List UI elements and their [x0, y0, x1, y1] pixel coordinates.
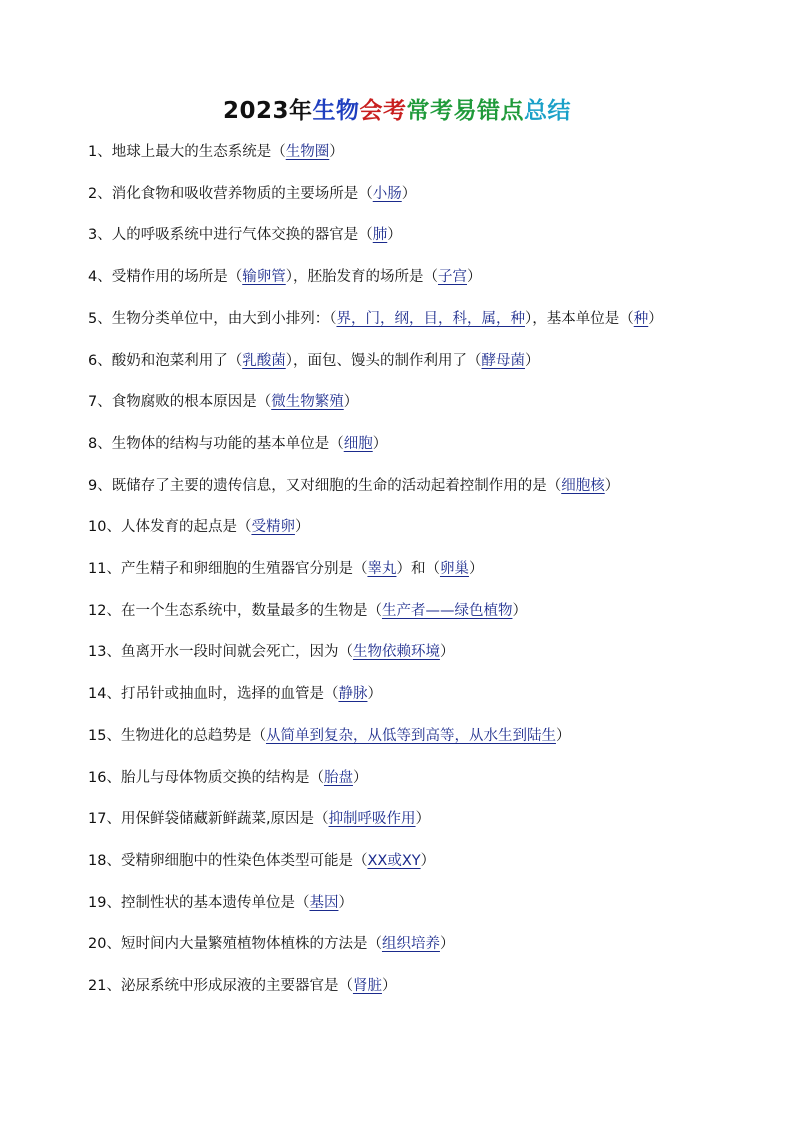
- title-segment: 会考: [359, 98, 407, 124]
- question-text: ），胚胎发育的场所是（: [285, 269, 438, 286]
- question-number: 19、: [88, 894, 121, 911]
- question-text: 短时间内大量繁殖植物体植株的方法是（: [120, 936, 382, 953]
- answer-text: 卵巢: [439, 561, 469, 577]
- question-number: 12、: [88, 602, 121, 619]
- question-text: 控制性状的基本遗传单位是（: [120, 894, 310, 911]
- question-text: ）: [372, 435, 388, 452]
- question-item: [88, 934, 768, 954]
- question-number: 1、: [88, 144, 112, 160]
- question-text: 生物进化的总趋势是（: [120, 727, 266, 744]
- question-number: 20、: [88, 936, 121, 953]
- answer-text: 胎盘: [323, 769, 353, 786]
- answer-text: 生物圈: [285, 144, 330, 160]
- answer-text: 生物依赖环境: [352, 644, 440, 661]
- question-item: [88, 434, 768, 454]
- answer-text: 乳酸菌: [242, 352, 286, 369]
- question-text: 人体发育的起点是（: [120, 519, 252, 536]
- question-item: [88, 642, 768, 662]
- question-text: ），基本单位是（: [524, 310, 634, 327]
- question-text: ）: [294, 519, 310, 536]
- answer-text: 肾脏: [352, 978, 382, 994]
- question-text: ）: [401, 185, 417, 202]
- answer-text: 界，门，纲，目，科，属，种: [336, 310, 525, 327]
- question-text: ）: [352, 769, 368, 786]
- question-number: 7、: [88, 394, 112, 411]
- question-text: ）: [420, 852, 436, 869]
- question-text: ）: [415, 811, 431, 828]
- answer-text: 细胞: [343, 435, 373, 452]
- question-text: 在一个生态系统中，数量最多的生物是（: [120, 602, 382, 619]
- question-text: 胎儿与母体物质交换的结构是（: [120, 769, 324, 786]
- answer-text: 生产者——绿色植物: [381, 602, 513, 619]
- title-segment: 生物: [312, 98, 360, 124]
- question-text: 食物腐败的根本原因是（: [111, 394, 272, 411]
- question-text: ）: [387, 227, 402, 244]
- question-number: 14、: [88, 686, 121, 703]
- question-number: 6、: [88, 352, 112, 369]
- question-text: ）和（: [396, 561, 440, 577]
- answer-text: 小肠: [372, 185, 402, 202]
- question-text: ），面包、馒头的制作利用了（: [285, 352, 482, 369]
- question-number: 11、: [88, 561, 121, 577]
- question-number: 13、: [88, 644, 121, 661]
- question-item: [88, 309, 768, 329]
- question-text: ）: [439, 936, 455, 953]
- question-text: 酸奶和泡菜利用了（: [111, 352, 243, 369]
- question-text: 地球上最大的生态系统是（: [111, 144, 286, 160]
- question-item: [88, 601, 768, 621]
- question-text: 消化食物和吸收营养物质的主要场所是（: [111, 185, 373, 202]
- question-text: ）: [512, 602, 527, 619]
- question-item: [88, 559, 768, 579]
- title-segment: 总结: [524, 98, 571, 124]
- answer-text: 子宫: [437, 269, 467, 286]
- question-text: 人的呼吸系统中进行气体交换的器官是（: [111, 227, 373, 244]
- question-text: ）: [329, 144, 344, 160]
- question-item: [88, 976, 768, 996]
- question-item: [88, 517, 768, 537]
- question-item: [88, 392, 768, 412]
- question-item: [88, 851, 768, 871]
- question-text: ）: [555, 727, 571, 744]
- question-text: 泌尿系统中形成尿液的主要器官是（: [120, 978, 353, 994]
- answer-text: 微生物繁殖: [271, 394, 344, 411]
- question-text: ）: [381, 978, 397, 994]
- question-number: 16、: [88, 769, 121, 786]
- question-text: 既储存了主要的遗传信息，又对细胞的生命的活动起着控制作用的是（: [111, 477, 562, 494]
- question-text: 受精作用的场所是（: [111, 269, 243, 286]
- page-title: [0, 92, 794, 125]
- question-number: 4、: [88, 269, 112, 286]
- question-number: 5、: [88, 310, 112, 327]
- question-number: 10、: [88, 519, 121, 536]
- title-segment: 常考易错点: [406, 98, 524, 124]
- question-text: ）: [367, 686, 382, 703]
- question-text: 受精卵细胞中的性染色体类型可能是（: [120, 852, 368, 869]
- question-item: [88, 809, 768, 829]
- question-text: 鱼离开水一段时间就会死亡，因为（: [120, 644, 353, 661]
- answer-text: 基因: [309, 894, 339, 911]
- answer-text: XX或XY: [367, 852, 421, 869]
- answer-text: 输卵管: [242, 269, 286, 286]
- question-text: 生物体的结构与功能的基本单位是（: [111, 435, 344, 452]
- question-item: [88, 225, 768, 245]
- question-item: [88, 768, 768, 788]
- answer-text: 受精卵: [251, 519, 295, 536]
- question-number: 15、: [88, 727, 121, 744]
- answer-text: 从简单到复杂，从低等到高等，从水生到陆生: [265, 727, 556, 744]
- question-item: [88, 684, 768, 704]
- question-text: ）: [338, 894, 353, 911]
- question-text: ）: [468, 561, 484, 577]
- question-text: ）: [648, 310, 663, 327]
- answer-text: 睾丸: [367, 561, 397, 577]
- question-text: ）: [439, 644, 455, 661]
- question-item: [88, 351, 768, 371]
- question-number: 17、: [88, 811, 121, 828]
- question-item: [88, 184, 768, 204]
- answer-text: 酵母菌: [481, 352, 525, 369]
- question-item: [88, 476, 768, 496]
- question-text: ）: [604, 477, 620, 494]
- question-text: ）: [524, 352, 540, 369]
- question-item: [88, 893, 768, 913]
- question-item: [88, 267, 768, 287]
- question-text: ）: [466, 269, 482, 286]
- question-text: 用保鲜袋储藏新鲜蔬菜,原因是（: [120, 811, 329, 828]
- question-number: 21、: [88, 978, 121, 994]
- question-text: 生物分类单位中，由大到小排列：（: [111, 310, 337, 327]
- question-number: 9、: [88, 477, 112, 494]
- question-number: 2、: [88, 185, 112, 202]
- answer-text: 种: [633, 310, 649, 327]
- question-text: 打吊针或抽血时，选择的血管是（: [120, 686, 339, 703]
- question-number: 18、: [88, 852, 121, 869]
- answer-text: 细胞核: [561, 477, 605, 494]
- answer-text: 组织培养: [381, 936, 440, 953]
- question-number: 8、: [88, 435, 112, 452]
- question-item: [88, 726, 768, 746]
- title-segment: 2023年: [222, 98, 313, 124]
- question-item: [88, 142, 768, 162]
- question-number: 3、: [88, 227, 112, 244]
- answer-text: 抑制呼吸作用: [328, 811, 416, 828]
- question-text: ）: [343, 394, 359, 411]
- answer-text: 静脉: [338, 686, 368, 703]
- question-text: 产生精子和卵细胞的生殖器官分别是（: [120, 561, 368, 577]
- answer-text: 肺: [372, 227, 388, 244]
